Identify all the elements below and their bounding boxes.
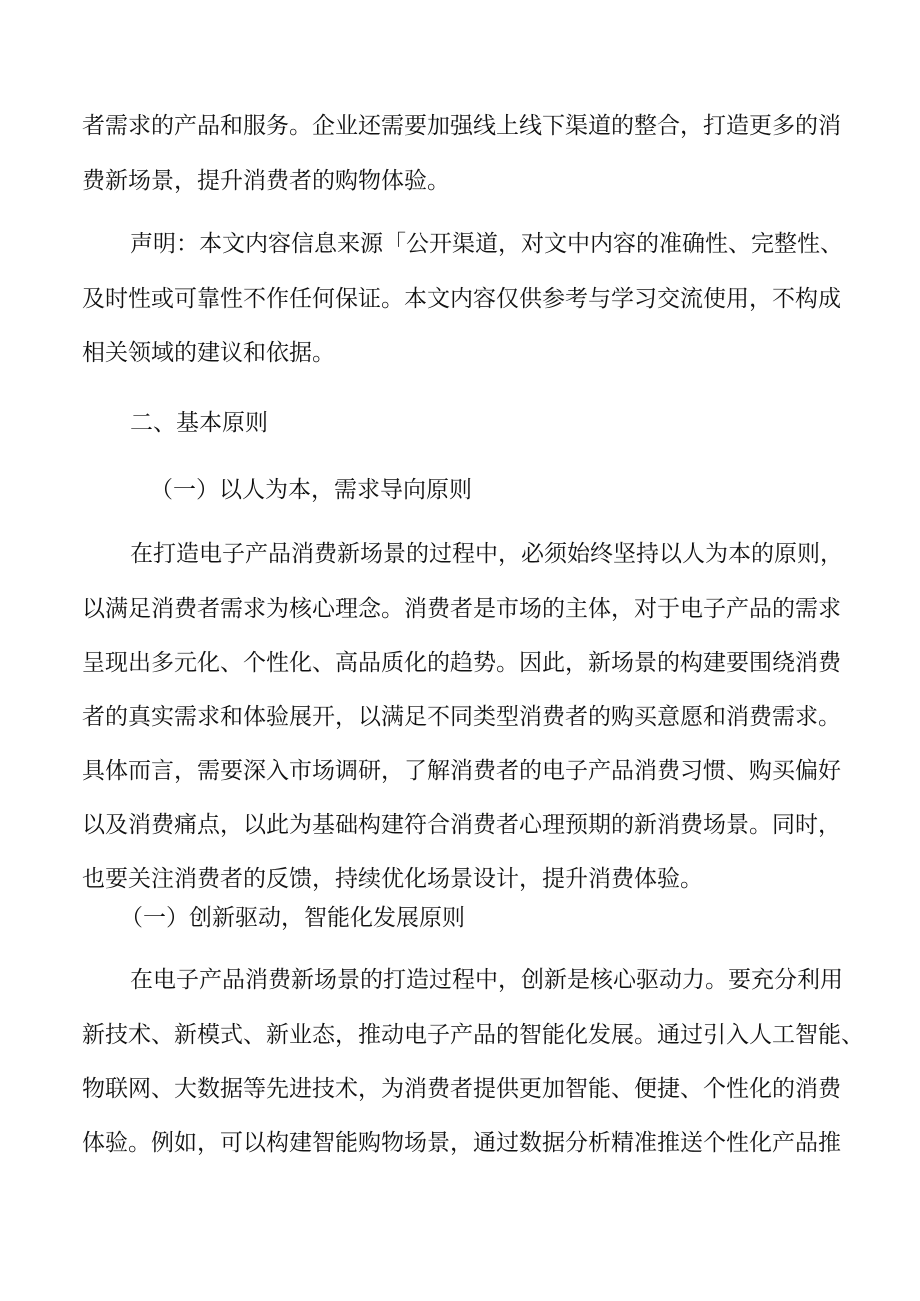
subsection-2-heading: （一）创新驱动，智能化发展原则: [120, 905, 465, 931]
subsection-2-line-4: 体验。例如，可以构建智能购物场景，通过数据分析精准推送个性化产品推: [82, 1130, 841, 1156]
continuation-line-1: 者需求的产品和服务。企业还需要加强线上线下渠道的整合，打造更多的消: [82, 113, 841, 139]
subsection-1-line-5: 具体而言，需要深入市场调研，了解消费者的电子产品消费习惯、购买偏好: [82, 758, 841, 784]
disclaimer-line-2: 及时性或可靠性不作任何保证。本文内容仅供参考与学习交流使用，不构成: [82, 286, 841, 312]
subsection-1-line-2: 以满足消费者需求为核心理念。消费者是市场的主体，对于电子产品的需求: [82, 596, 841, 622]
subsection-2-line-2: 新技术、新模式、新业态，推动电子产品的智能化发展。通过引入人工智能、: [82, 1022, 864, 1048]
subsection-1-line-7: 也要关注消费者的反馈，持续优化场景设计，提升消费体验。: [82, 866, 703, 892]
subsection-1-heading: （一）以人为本，需求导向原则: [150, 477, 472, 503]
section-heading: 二、基本原则: [130, 410, 268, 436]
subsection-2-line-3: 物联网、大数据等先进技术，为消费者提供更加智能、便捷、个性化的消费: [82, 1076, 841, 1102]
continuation-line-2: 费新场景，提升消费者的购物体验。: [82, 168, 450, 194]
subsection-1-line-4: 者的真实需求和体验展开，以满足不同类型消费者的购买意愿和消费需求。: [82, 704, 841, 730]
disclaimer-line-3: 相关领域的建议和依据。: [82, 340, 335, 366]
subsection-1-line-6: 以及消费痛点，以此为基础构建符合消费者心理预期的新消费场景。同时，: [82, 812, 841, 838]
subsection-1-line-3: 呈现出多元化、个性化、高品质化的趋势。因此，新场景的构建要围绕消费: [82, 650, 841, 676]
subsection-2-line-1: 在电子产品消费新场景的打造过程中，创新是核心驱动力。要充分利用: [130, 967, 843, 993]
subsection-1-line-1: 在打造电子产品消费新场景的过程中，必须始终坚持以人为本的原则，: [130, 541, 843, 567]
disclaimer-line-1: 声明：本文内容信息来源「公开渠道，对文中内容的准确性、完整性、: [130, 231, 843, 257]
